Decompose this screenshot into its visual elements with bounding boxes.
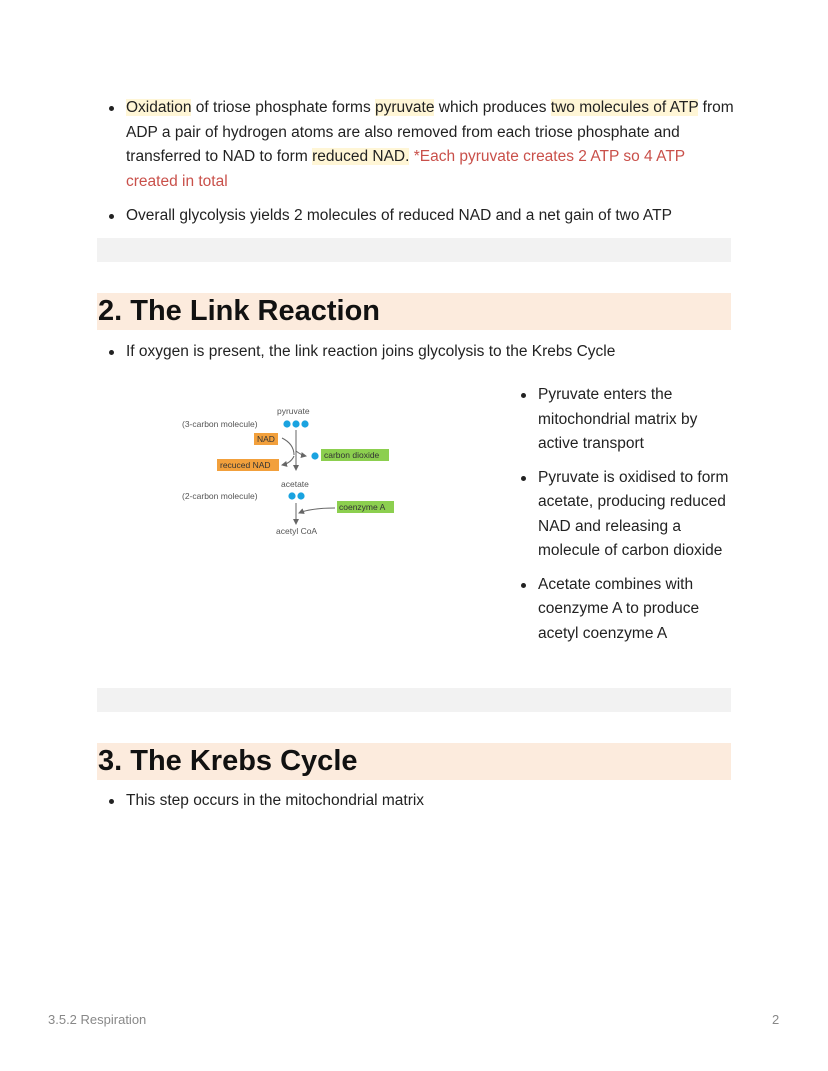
- highlight-two-atp: two molecules of ATP: [550, 99, 699, 116]
- link-reaction-steps-list: [510, 383, 730, 655]
- carbon-dot: [283, 420, 290, 427]
- text-fragment: which produces: [434, 99, 551, 116]
- highlight-oxidation: Oxidation: [126, 99, 192, 116]
- coenzyme-a-arrow: [299, 508, 335, 513]
- section-divider: [97, 238, 731, 262]
- heading-krebs-cycle: 3. The Krebs Cycle: [97, 743, 731, 780]
- glycolysis-bullet-oxidation: [98, 96, 738, 194]
- krebs-intro-list: [98, 789, 738, 814]
- text-fragment: of triose phosphate forms: [191, 99, 375, 116]
- link-reaction-intro: If oxygen is present, the link reaction joins glycolysis to the Krebs Cycle: [98, 340, 738, 365]
- link-reaction-intro-list: [98, 340, 738, 365]
- glycolysis-bullet-overall: Overall glycolysis yields 2 molecules of reduced NAD and a net gain of two ATP: [98, 204, 738, 229]
- label-acetyl-coa: acetyl CoA: [276, 526, 318, 536]
- carbon-dot: [292, 420, 299, 427]
- label-pyruvate: pyruvate: [277, 406, 310, 416]
- label-reduced-nad: recuced NAD: [220, 460, 271, 470]
- krebs-intro: This step occurs in the mitochondrial matrix: [98, 789, 738, 814]
- label-carbon-dioxide: carbon dioxide: [324, 450, 380, 460]
- nad-arrow: [282, 438, 294, 455]
- text-fragment: from ADP a pair of hydrogen atoms are also removed from each triose phosphate and transferred to NAD to form: [126, 99, 734, 165]
- carbon-dot: [301, 420, 308, 427]
- page-number: 2: [772, 1012, 780, 1027]
- footer-title: 3.5.2 Respiration: [48, 1012, 147, 1027]
- atp-total-note: *Each pyruvate creates 2 ATP so 4 ATP created in total: [126, 148, 685, 190]
- reduced-nad-arrow: [282, 456, 294, 465]
- link-step-oxidised: Pyruvate is oxidised to form acetate, producing reduced NAD and releasing a molecule of carbon dioxide: [510, 466, 730, 564]
- link-reaction-diagram: [175, 400, 405, 545]
- label-nad: NAD: [257, 434, 275, 444]
- carbon-dot: [288, 492, 295, 499]
- section-divider: [97, 688, 731, 712]
- label-three-carbon: (3-carbon molecule): [182, 419, 258, 429]
- link-step-pyruvate-enters: Pyruvate enters the mitochondrial matrix by active transport: [510, 383, 730, 457]
- label-acetate: acetate: [281, 479, 309, 489]
- heading-link-reaction: 2. The Link Reaction: [97, 293, 731, 330]
- highlight-pyruvate: pyruvate: [375, 99, 435, 116]
- highlight-reduced-nad: reduced NAD.: [312, 148, 410, 165]
- label-coenzyme-a: coenzyme A: [339, 502, 386, 512]
- co2-arrow: [296, 451, 306, 456]
- carbon-dot: [297, 492, 304, 499]
- co2-dot: [311, 452, 318, 459]
- glycolysis-bullet-list: [98, 96, 738, 239]
- link-reaction-diagram-svg: [175, 400, 405, 545]
- link-step-acetate-combines: Acetate combines with coenzyme A to produce acetyl coenzyme A: [510, 573, 730, 647]
- label-two-carbon: (2-carbon molecule): [182, 491, 258, 501]
